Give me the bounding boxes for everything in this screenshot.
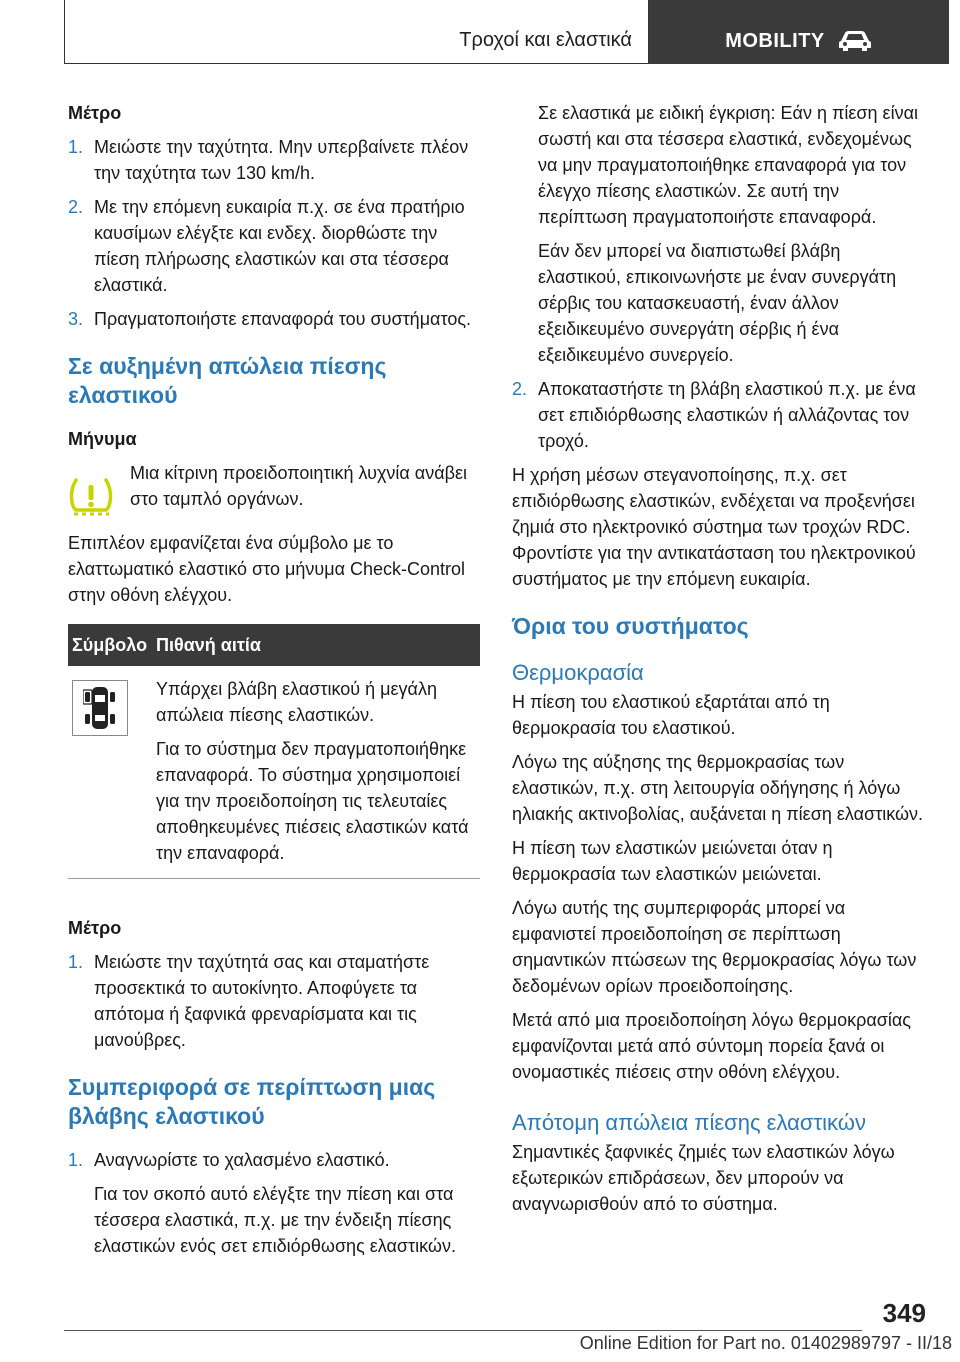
check-control-text: Επιπλέον εμφανίζεται ένα σύμβολο με το ελαττωματικό ελαστικό στο μήνυμα Check-Control στην οθόνη ελέγχου. — [68, 533, 466, 605]
col-cause-header: Πιθανή αιτία — [152, 624, 480, 666]
right-column — [512, 100, 924, 1225]
page-number: 349 — [882, 1298, 926, 1328]
symbol-cause-table — [68, 624, 480, 879]
message-label: Μήνυμα — [68, 429, 137, 449]
heading-system-limits: Όρια του συστήματος — [512, 613, 749, 639]
cause-1: Υπάρχει βλάβη ελαστικού ή μεγάλη απώλεια πίεσης ελαστικών. — [156, 679, 437, 725]
heading-temperature: Θερμοκρασία — [512, 660, 644, 685]
behavior-steps-list — [68, 1147, 480, 1259]
measures-list-2 — [68, 949, 480, 1053]
symbol-box — [72, 680, 128, 736]
sudden-paragraph-1: Σημαντικές ξαφνικές ζημιές των ελαστικών λόγω εξωτερικών επιδράσεων, δεν μπορούν να αναγνωρισθούν από το σύστημα. — [512, 1142, 895, 1214]
heading-increased-pressure-loss: Σε αυξημένη απώλεια πίεσης ελαστικού — [68, 353, 387, 408]
cont-paragraph-2: Εάν δεν μπορεί να διαπιστωθεί βλάβη ελαστικού, επικοινωνήστε με έναν συνεργάτη σέρβις του κατασκευαστή, έναν άλλον εξειδικευμένο συνεργάτη σέρβις ή ένα εξειδικευμένο συνεργείο. — [538, 241, 897, 365]
list-item: 3. Πραγματοποιήστε επαναφορά του συστήματος. — [68, 309, 472, 329]
tab-label: MOBILITY — [725, 29, 825, 52]
temp-paragraph-3: Η πίεση των ελαστικών μειώνεται όταν η θερμοκρασία των ελαστικών μειώνεται. — [512, 838, 833, 884]
step1-continuation — [512, 100, 924, 368]
message-text: Μια κίτρινη προειδοποιητική λυχνία ανάβει στο ταμπλό οργάνων. — [130, 463, 467, 509]
heading-sudden-pressure-loss: Απότομη απώλεια πίεσης ελαστικών — [512, 1110, 866, 1135]
temp-paragraph-1: Η πίεση του ελαστικού εξαρτάται από τη θερμοκρασία του ελαστικού. — [512, 692, 830, 738]
list-item: 2. Με την επόμενη ευκαιρία π.χ. σε ένα πρατήριο καυσίμων ελέγξτε και ενδεχ. διορθώστε την πίεση πλήρωσης ελαστικών και στα τέσσερα ελαστικά. — [68, 197, 465, 295]
list-item: 1. Μειώστε την ταχύτητά σας και σταματήστε προσεκτικά το αυτοκίνητο. Αποφύγετε τα απότομα ή ξαφνικά φρεναρίσματα και τις μανούβρες. — [68, 952, 430, 1050]
sealant-note: Η χρήση μέσων στεγανοποίησης, π.χ. σετ επιδιόρθωσης ελαστικών, ενδέχεται να προξενήσει ζημιά στο ηλεκτρονικό σύστημα των τροχών RDC. Φροντίστε για την αντικατάσταση του ηλεκτρονικού συστήματος με την επόμενη ευκαιρία. — [512, 465, 916, 589]
measures-list — [68, 134, 480, 332]
left-column — [68, 100, 480, 1267]
measures-label-2: Μέτρο — [68, 918, 122, 938]
mobility-tab[interactable] — [649, 0, 949, 64]
list-item: 2. Αποκαταστήστε τη βλάβη ελαστικού π.χ. με ένα σετ επιδιόρθωσης ελαστικών ή αλλάζοντας τον τροχό. — [512, 379, 916, 451]
edition-footer: Online Edition for Part no. 01402989797 - II/18 — [579, 1333, 952, 1353]
tire-pressure-warning-icon — [68, 476, 114, 518]
temp-paragraph-4: Λόγω αυτής της συμπεριφοράς μπορεί να εμφανιστεί προειδοποίηση σε περίπτωση σημαντικών πτώσεων της θερμοκρασίας λόγω των δεδομένων ορίων προειδοποίησης. — [512, 898, 917, 996]
step2-list — [512, 376, 924, 454]
table-row — [68, 666, 480, 879]
measures-label: Μέτρο — [68, 103, 122, 123]
section-title: Τροχοί και ελαστικά — [459, 29, 632, 51]
cause-2: Για το σύστημα δεν πραγματοποιήθηκε επαναφορά. Το σύστημα χρησιμοποιεί για την προειδοποίηση τις τελευταίες αποθηκευμένες πιέσεις ελαστικών κατά την επαναφορά. — [156, 739, 469, 863]
col-symbol-header: Σύμβολο — [68, 624, 152, 666]
cont-paragraph-1: Σε ελαστικά με ειδική έγκριση: Εάν η πίεση είναι σωστή και στα τέσσερα ελαστικά, ενδεχομένως να μην πραγματοποιήθηκε επαναφορά για τον έλεγχο πίεσης ελαστικών. Σε αυτή την περίπτωση πραγματοποιήστε επαναφορά. — [538, 103, 918, 227]
tire-damage-car-icon — [83, 684, 117, 732]
heading-behavior-tire-damage: Συμπεριφορά σε περίπτωση μιας βλάβης ελαστικού — [68, 1074, 436, 1129]
footer-divider — [64, 1330, 862, 1331]
message-row — [68, 460, 480, 518]
list-item: 1. Αναγνωρίστε το χαλασμένο ελαστικό. Για τον σκοπό αυτό ελέγξτε την πίεση και στα τέσσερα ελαστικά, π.χ. με την ένδειξη πίεσης ελαστικών ενός σετ επιδιόρθωσης ελαστικών. — [68, 1150, 456, 1256]
header-section-box — [64, 0, 649, 64]
car-icon — [837, 30, 873, 52]
list-item: 1. Μειώστε την ταχύτητα. Μην υπερβαίνετε πλέον την ταχύτητα των 130 km/h. — [68, 137, 469, 183]
temp-paragraph-5: Μετά από μια προειδοποίηση λόγω θερμοκρασίας εμφανίζονται μετά από σύντομη πορεία ξανά οι ονομαστικές πιέσεις στην οθόνη ελέγχου. — [512, 1010, 911, 1082]
temp-paragraph-2: Λόγω της αύξησης της θερμοκρασίας των ελαστικών, π.χ. στη λειτουργία οδήγησης ή λόγω ηλιακής ακτινοβολίας, αυξάνεται η πίεση ελαστικών. — [512, 752, 924, 824]
